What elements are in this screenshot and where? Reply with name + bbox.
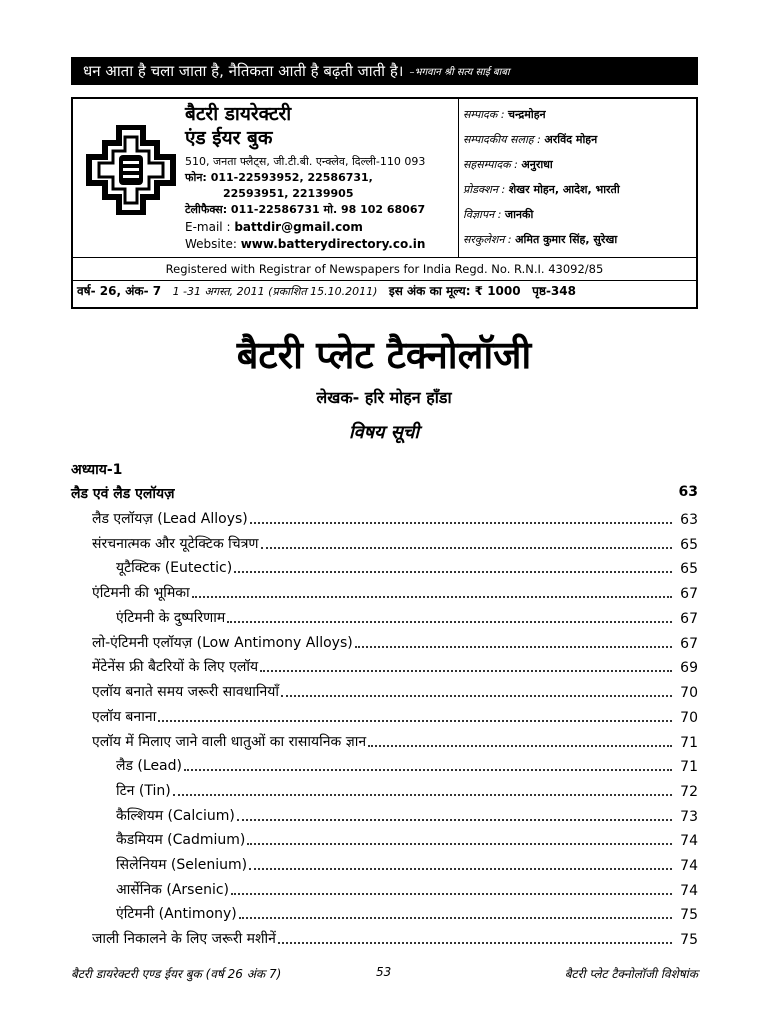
footer-publication: बैटरी डायरेक्टरी एण्ड ईयर बुक (वर्ष 26 अंक 7)	[71, 967, 282, 981]
masthead-publisher	[73, 99, 459, 257]
toc-entry[interactable]: कैडमियम (Cadmium) 74	[116, 832, 698, 849]
chapter-title: लैड एवं लैड एलॉयज़	[71, 486, 175, 502]
battery-logo-icon	[81, 125, 181, 215]
issue-pages: पृष्ठ-348	[532, 284, 576, 298]
footer-page-number: 53	[376, 965, 392, 979]
toc-entry[interactable]: एंटिमनी के दुष्परिणाम 67	[116, 610, 698, 627]
quote-attribution: –भगवान श्री सत्य साई बाबा	[409, 67, 510, 78]
chapter-page: 63	[678, 484, 698, 500]
online-contacts	[185, 219, 425, 253]
phone-label: फोन:	[185, 171, 207, 184]
chapter-heading	[71, 484, 698, 503]
page-title: बैटरी प्लेट टैक्नोलॉजी	[236, 333, 532, 377]
issue-date: 1 -31 अगस्त, 2011 (प्रकाशित 15.10.2011)	[172, 285, 378, 298]
staff-coeditor: सहसम्पादक : अनुराधा	[463, 158, 553, 171]
toc-entry[interactable]: सिलेनियम (Selenium) 74	[116, 857, 698, 874]
email-label: E-mail :	[185, 220, 231, 234]
staff-list	[459, 99, 696, 257]
toc-entry[interactable]: एलॉय बनाना 70	[92, 709, 698, 726]
address: 510, जनता फ्लैट्स, जी.टी.बी. एन्क्लेव, दिल्ली-110 093	[185, 155, 426, 168]
toc-entry[interactable]: लैड एलॉयज़ (Lead Alloys) 63	[92, 511, 698, 528]
fax: टेलीफैक्स: 011-22586731 मो. 98 102 68067	[185, 203, 426, 216]
brand-line-2: एंड ईयर बुक	[185, 127, 273, 149]
staff-advertising: विज्ञापन : जानकी	[463, 208, 534, 221]
staff-circulation: सरकुलेशन : अमित कुमार सिंह, सुरेखा	[463, 233, 618, 246]
staff-editorial-advice: सम्पादकीय सलाह : अरविंद मोहन	[463, 133, 598, 146]
website-link[interactable]: www.batterydirectory.co.in	[240, 237, 426, 251]
toc-entry[interactable]: लैड (Lead) 71	[116, 758, 698, 775]
toc-heading: विषय सूची	[348, 422, 420, 443]
toc-entry[interactable]: एंटिमनी की भूमिका 67	[92, 585, 698, 602]
author-line: लेखक- हरि मोहन हाँडा	[316, 388, 452, 407]
toc-entry[interactable]: एंटिमनी (Antimony) 75	[116, 906, 698, 923]
staff-production: प्रोडक्शन : शेखर मोहन, आदेश, भारती	[463, 183, 620, 196]
toc-entry[interactable]: आर्सेनिक (Arsenic) 74	[116, 882, 698, 899]
phone-2: 22593951, 22139905	[223, 187, 354, 200]
staff-editor: सम्पादक : चन्द्रमोहन	[463, 108, 546, 121]
toc-entry[interactable]: लो-एंटिमनी एलॉयज़ (Low Antimony Alloys) 67	[92, 635, 698, 652]
registration-line: Registered with Registrar of Newspapers for India Regd. No. R.N.I. 43092/85	[73, 257, 696, 281]
brand-line-1: बैटरी डायरेक्टरी	[185, 103, 292, 125]
phone-1: 011-22593952, 22586731,	[210, 171, 373, 184]
toc-entry[interactable]: कैल्शियम (Calcium) 73	[116, 808, 698, 825]
website-label: Website:	[185, 237, 237, 251]
issue-number: वर्ष- 26, अंक- 7	[77, 284, 162, 298]
toc-entry[interactable]: टिन (Tin) 72	[116, 783, 698, 800]
toc-entry[interactable]: जाली निकालने के लिए जरूरी मशीनें 75	[92, 931, 698, 948]
toc-entry[interactable]: संरचनात्मक और यूटेक्टिक चित्रण 65	[92, 536, 698, 553]
toc-entry[interactable]: एलॉय में मिलाए जाने वाली धातुओं का रासायनिक ज्ञान 71	[92, 734, 698, 751]
brand-name	[185, 102, 291, 150]
issue-line	[77, 282, 576, 299]
email-link[interactable]: battdir@gmail.com	[234, 220, 363, 234]
toc-entry[interactable]: मेंटेनेंस फ्री बैटरियों के लिए एलॉय 69	[92, 659, 698, 676]
chapter-label: अध्याय-1	[71, 462, 123, 478]
quote-text: धन आता है चला जाता है, नैतिकता आती है बढ़ती जाती है।	[83, 62, 404, 80]
toc-entry[interactable]: यूटैक्टिक (Eutectic) 65	[116, 560, 698, 577]
quote-banner	[71, 57, 698, 85]
contact-block	[185, 154, 425, 218]
masthead	[71, 97, 698, 309]
footer-special-issue: बैटरी प्लेट टैक्नोलॉजी विशेषांक	[564, 967, 698, 981]
toc-entry[interactable]: एलॉय बनाते समय जरूरी सावधानियाँ 70	[92, 684, 698, 701]
issue-price: इस अंक का मूल्य: ₹ 1000	[388, 284, 521, 298]
